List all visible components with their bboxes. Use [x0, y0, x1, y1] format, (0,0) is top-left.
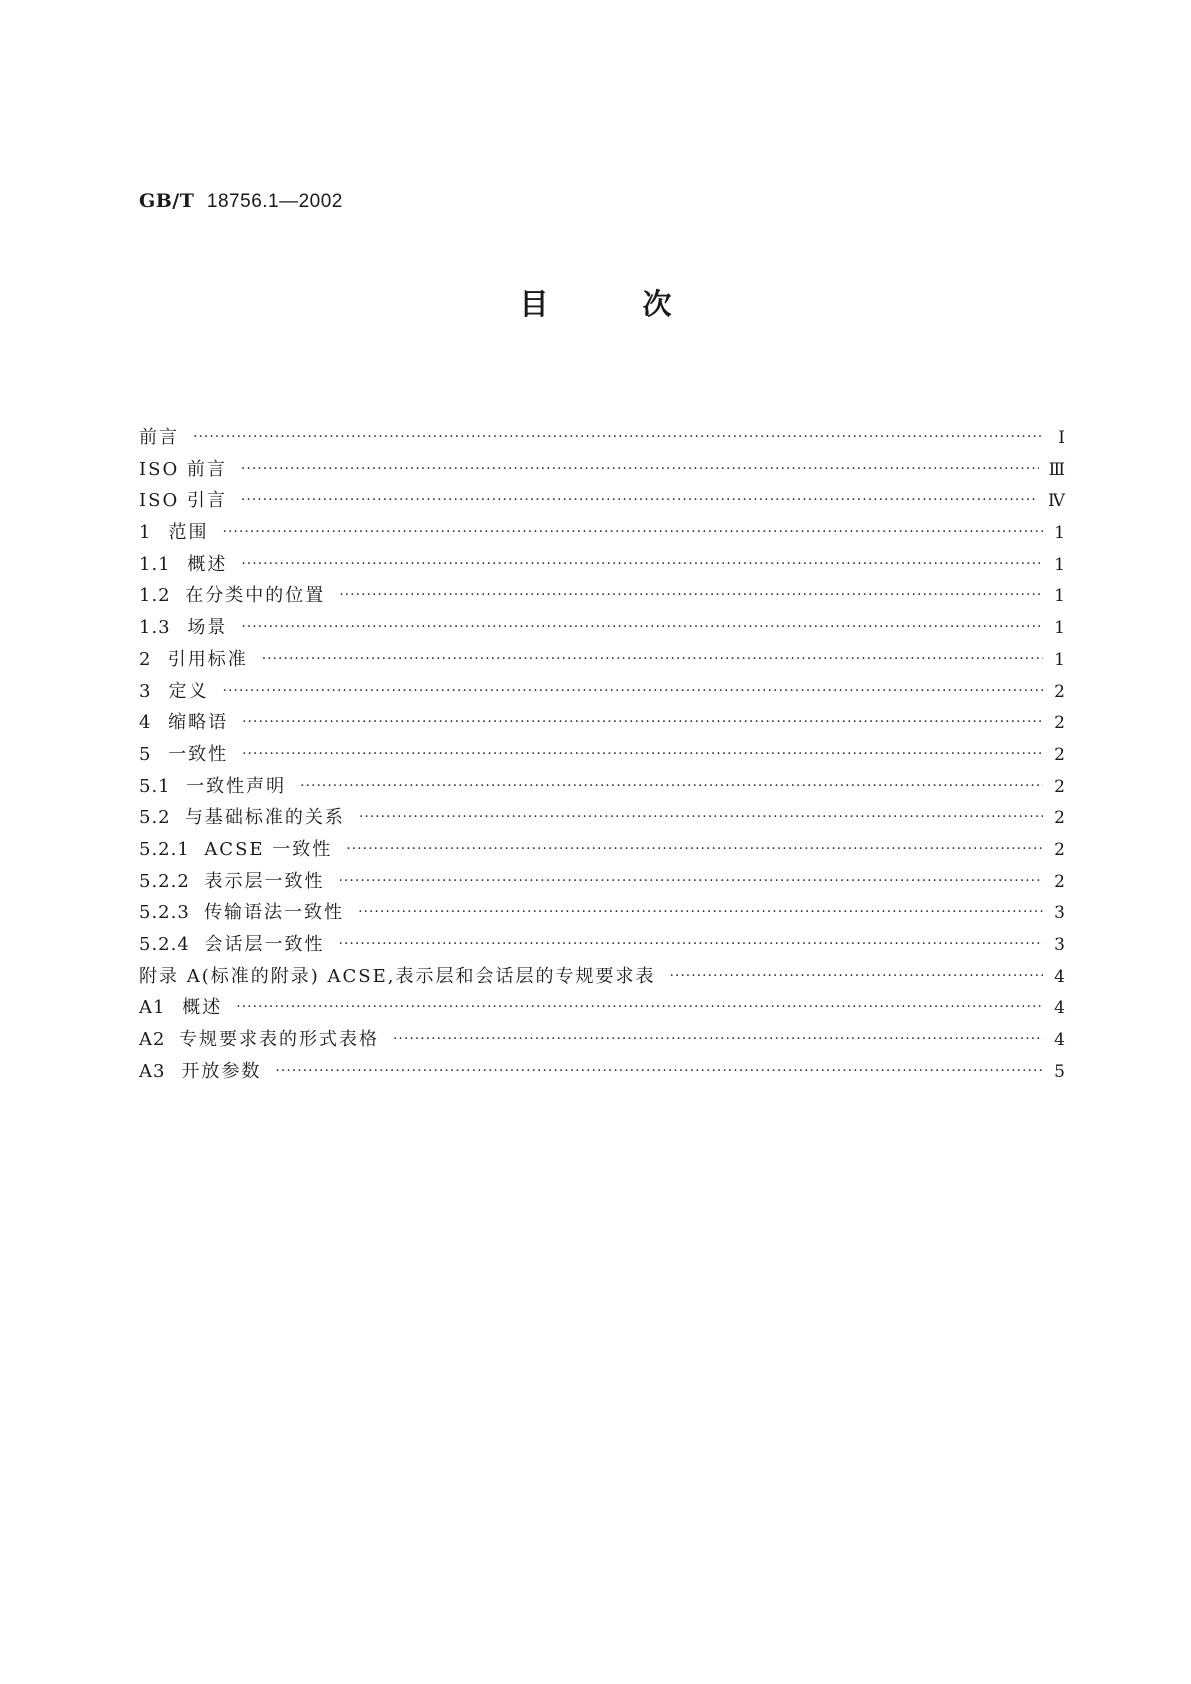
toc-entry-number: 5.2 — [139, 807, 171, 829]
toc-title: 目次 — [519, 287, 766, 321]
toc-entry-iso-foreword[interactable] — [139, 455, 1065, 487]
toc-entry-foreword[interactable] — [139, 423, 1065, 455]
toc-entry-a1[interactable] — [139, 993, 1065, 1025]
toc-entry-title: 范围 — [168, 522, 209, 544]
toc-entry-title: 附录 A(标准的附录) ACSE,表示层和会话层的专规要求表 — [139, 965, 656, 987]
toc-entry-title: 一致性 — [168, 743, 229, 765]
toc-entry-title: ISO 引言 — [139, 490, 227, 512]
dot-leader — [346, 841, 1043, 857]
toc-entry-iso-introduction[interactable] — [139, 486, 1065, 518]
toc-entry-number: 1.3 — [139, 617, 171, 639]
dot-leader — [393, 1031, 1043, 1047]
dot-leader — [241, 461, 1039, 477]
toc-entry-title: ISO 前言 — [139, 458, 227, 480]
toc-entry-number: 5.2.3 — [139, 902, 190, 924]
toc-entry-page: 3 — [1054, 903, 1065, 924]
toc-entry-number: 5.1 — [139, 775, 171, 797]
toc-entry-number: 4 — [139, 712, 152, 734]
toc-entry-a2[interactable] — [139, 1025, 1065, 1057]
dot-leader — [300, 778, 1043, 794]
toc-entry-title: 会话层一致性 — [204, 934, 325, 955]
toc-entry-4[interactable] — [139, 708, 1065, 740]
toc-entry-title: 专规要求表的形式表格 — [178, 1029, 379, 1051]
toc-entry-number: 5.2.1 — [139, 838, 190, 860]
toc-entry-title: 在分类中的位置 — [185, 585, 326, 607]
toc-entry-5-2-4[interactable] — [139, 930, 1065, 962]
toc-entry-annex-a[interactable] — [139, 962, 1065, 994]
dot-leader — [338, 936, 1043, 952]
toc-entry-page: 2 — [1054, 839, 1065, 860]
dot-leader — [669, 968, 1043, 984]
toc-entry-page: 2 — [1054, 776, 1065, 797]
toc-entry-page: Ⅲ — [1048, 459, 1065, 480]
dot-leader — [262, 651, 1043, 667]
toc-entry-1-3[interactable] — [139, 613, 1065, 645]
toc-entry-title: 定义 — [168, 680, 209, 702]
dot-leader — [359, 809, 1043, 825]
toc-entry-number: 5.2.2 — [139, 870, 190, 892]
toc-entry-page: 5 — [1054, 1061, 1065, 1082]
toc-entry-number: 2 — [139, 648, 152, 670]
dot-leader — [242, 714, 1043, 730]
toc-entry-5-2-2[interactable] — [139, 867, 1065, 899]
toc-entry-title: 引用标准 — [167, 648, 248, 670]
toc-entry-page: 4 — [1054, 998, 1065, 1019]
toc-entry-title: ACSE 一致性 — [204, 838, 333, 860]
toc-entry-page: 2 — [1054, 871, 1065, 892]
toc-entry-title: 前言 — [139, 427, 179, 448]
toc-entry-3[interactable] — [139, 677, 1065, 709]
toc-entry-number: 1.2 — [139, 585, 171, 607]
dot-leader — [223, 524, 1043, 540]
toc-entry-page: 4 — [1054, 1030, 1065, 1051]
standard-code: GB/T — [139, 190, 195, 212]
toc-entry-title: 场景 — [187, 617, 228, 639]
toc-entry-page: 2 — [1054, 808, 1065, 829]
toc-entry-5-2-1[interactable] — [139, 835, 1065, 867]
toc-entry-2[interactable] — [139, 645, 1065, 677]
toc-entry-page: 1 — [1054, 554, 1065, 575]
toc-entry-number: 5.2.4 — [139, 934, 190, 955]
toc-entry-5-1[interactable] — [139, 772, 1065, 804]
toc-entry-1-2[interactable] — [139, 581, 1065, 613]
standard-serial: 18756.1—2002 — [206, 191, 343, 212]
toc-entry-1-1[interactable] — [139, 550, 1065, 582]
toc-entry-5-2[interactable] — [139, 803, 1065, 835]
dot-leader — [241, 556, 1043, 572]
toc-entry-page: 2 — [1054, 681, 1065, 702]
dot-leader — [223, 683, 1043, 699]
toc-entry-number: 5 — [139, 743, 152, 765]
dot-leader — [236, 999, 1043, 1015]
toc-entry-1[interactable] — [139, 518, 1065, 550]
toc-entry-page: 1 — [1054, 523, 1065, 544]
toc-entry-page: 2 — [1054, 713, 1065, 734]
toc-entry-a3[interactable] — [139, 1057, 1065, 1089]
toc-entry-page: 1 — [1054, 586, 1065, 607]
dot-leader — [242, 746, 1043, 762]
toc-entry-title: 表示层一致性 — [204, 870, 325, 892]
toc-entry-number: 1 — [139, 522, 152, 544]
toc-entry-number: 1.1 — [139, 553, 171, 575]
toc-entry-number: A3 — [139, 1060, 166, 1082]
toc-entry-page: Ⅳ — [1048, 491, 1065, 512]
dot-leader — [338, 873, 1043, 889]
dot-leader — [193, 429, 1043, 445]
toc-entry-page: 4 — [1054, 966, 1065, 987]
toc-entry-number: A1 — [139, 997, 166, 1019]
toc-entry-number: 3 — [139, 680, 152, 702]
toc-entry-5-2-3[interactable] — [139, 898, 1065, 930]
toc-entry-page: 1 — [1054, 618, 1065, 639]
dot-leader — [241, 619, 1043, 635]
dot-leader — [241, 492, 1038, 508]
toc-list — [139, 423, 1065, 1088]
toc-entry-page: Ⅰ — [1058, 428, 1065, 448]
dot-leader — [358, 904, 1043, 920]
toc-entry-title: 概述 — [182, 997, 223, 1019]
toc-entry-title: 概述 — [187, 553, 228, 575]
dot-leader — [275, 1063, 1043, 1079]
toc-entry-number: A2 — [139, 1029, 166, 1051]
toc-entry-page: 1 — [1054, 649, 1065, 670]
toc-entry-title: 传输语法一致性 — [204, 902, 345, 924]
toc-entry-title: 开放参数 — [181, 1060, 262, 1082]
dot-leader — [339, 587, 1043, 603]
toc-entry-page: 2 — [1054, 744, 1065, 765]
toc-entry-title: 与基础标准的关系 — [184, 807, 345, 829]
toc-entry-title: 一致性声明 — [186, 775, 287, 797]
toc-entry-title: 缩略语 — [168, 712, 229, 734]
toc-entry-page: 3 — [1054, 935, 1065, 955]
toc-entry-5[interactable] — [139, 740, 1065, 772]
standard-number — [139, 190, 343, 213]
